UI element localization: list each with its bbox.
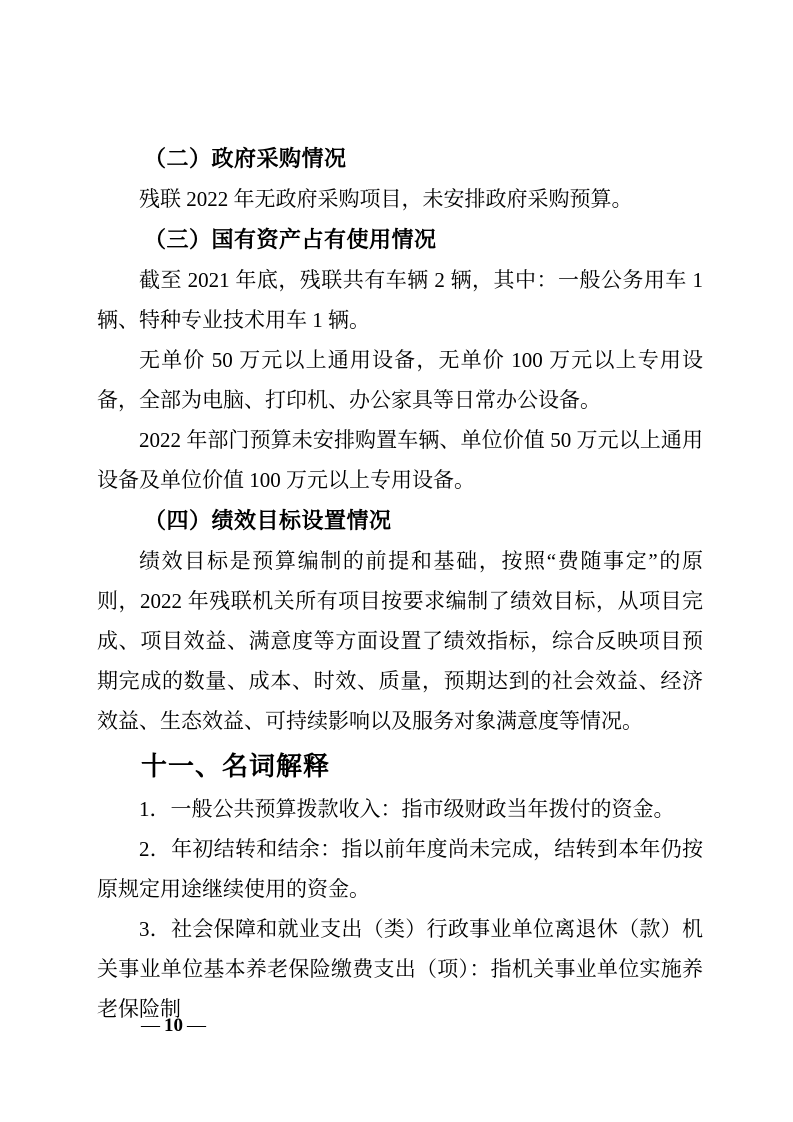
heading-government-procurement: （二）政府采购情况 [144,146,347,171]
para-procurement-status: 残联 2022 年无政府采购项目，未安排政府采购预算。 [139,187,633,211]
para-2022-budget-no-purchase: 2022 年部门预算未安排购置车辆、单位价值 50 万元以上通用设备及单位价值 100 万元以上专用设备。 [97,428,703,492]
heading-performance-targets: （四）绩效目标设置情况 [144,508,392,533]
document-content [97,138,703,1029]
para-term-2-carryover-surplus: 2．年初结转和结余：指以前年度尚未完成，结转到本年仍按原规定用途继续使用的资金。 [97,837,703,901]
heading-state-owned-assets: （三）国有资产占有使用情况 [144,227,437,252]
para-equipment: 无单价 50 万元以上通用设备，无单价 100 万元以上专用设备，全部为电脑、打印机、办公家具等日常办公设备。 [97,348,703,412]
page-number: 10 [164,1015,183,1036]
para-term-1-general-budget-income: 1．一般公共预算拨款收入：指市级财政当年拨付的资金。 [139,797,675,821]
para-performance-targets: 绩效目标是预算编制的前提和基础，按照“费随事定”的原则，2022 年残联机关所有项目按要求编制了绩效目标，从项目完成、项目效益、满意度等方面设置了绩效指标，综合反映项目预期完成的数量、成本、时效、质量，预期达到的社会效益、经济效益、生态效益、可持续影响以及服务对象满意度等情况。 [97,549,703,733]
heading-terms-glossary: 十一、名词解释 [141,751,331,781]
para-term-3-social-security-expenditure: 3．社会保障和就业支出（类）行政事业单位离退休（款）机关事业单位基本养老保险缴费支出（项）：指机关事业单位实施养老保险制 [97,917,703,1021]
footer-dash-left: — [141,1015,160,1036]
para-vehicles: 截至 2021 年底，残联共有车辆 2 辆，其中：一般公务用车 1 辆、特种专业技术用车 1 辆。 [97,268,703,332]
footer-dash-right: — [187,1015,206,1036]
page-footer [137,1012,210,1040]
